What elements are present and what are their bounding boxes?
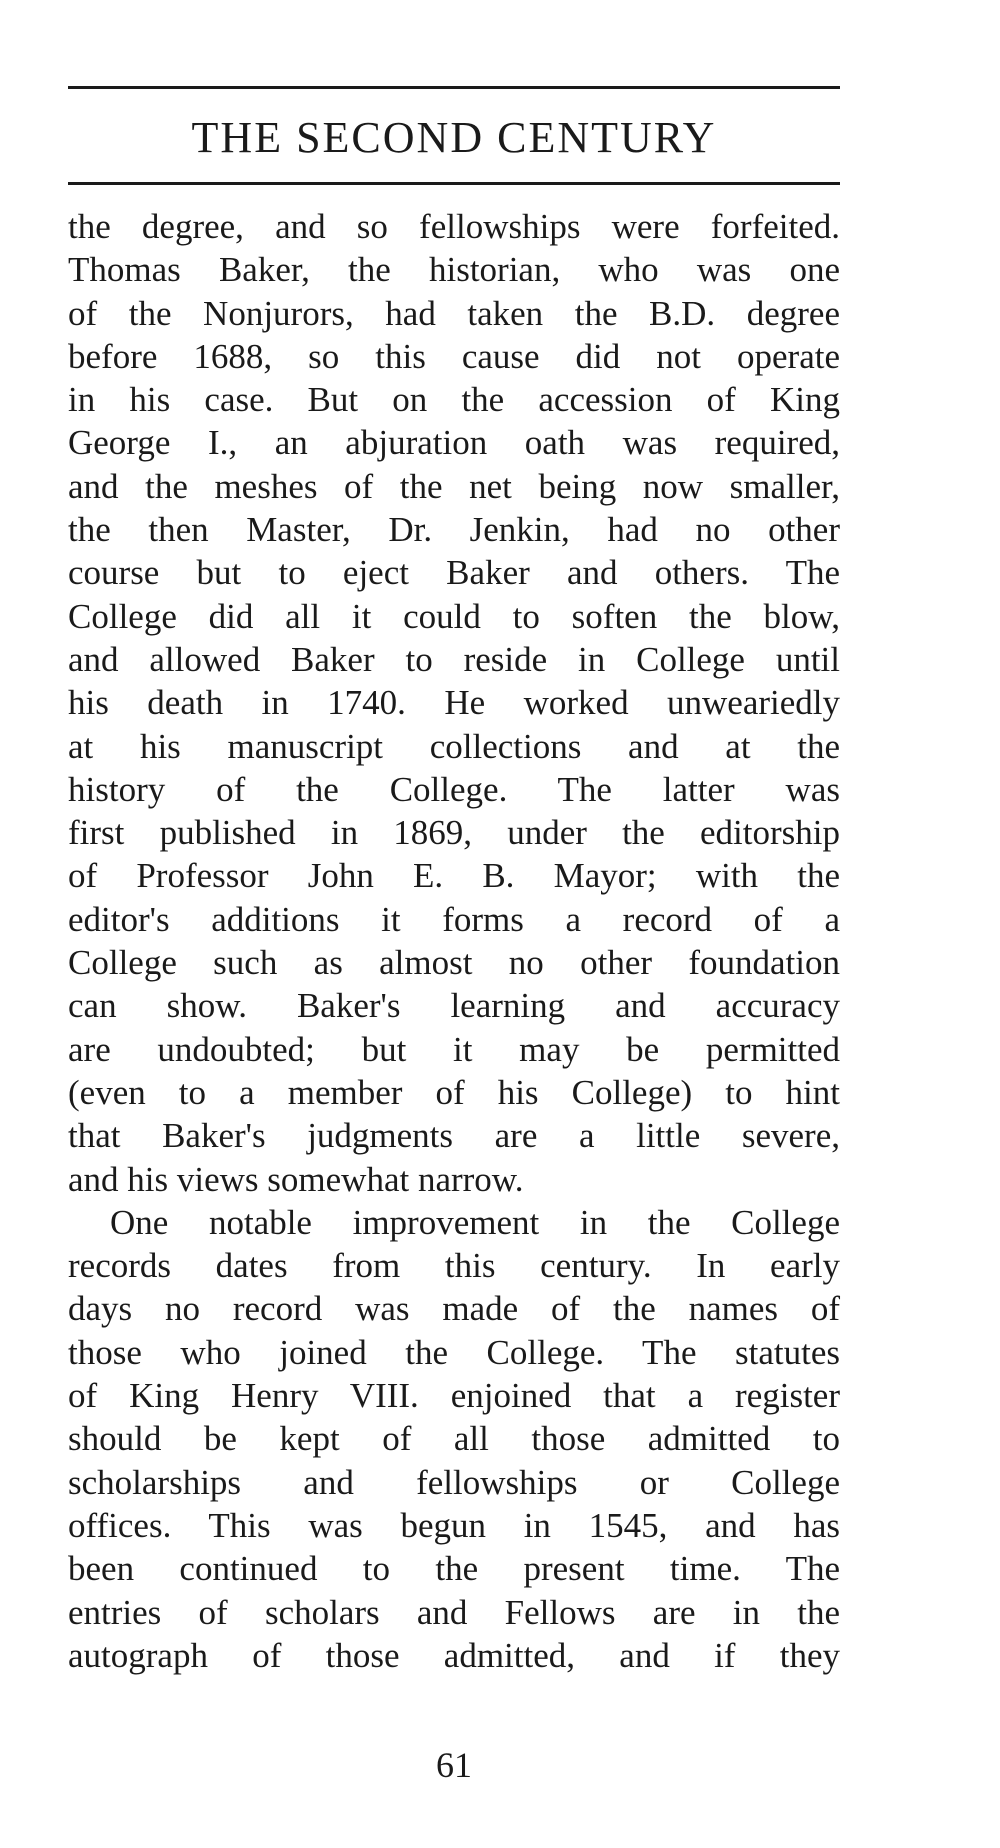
text-line: offices. This was begun in 1545, and has — [68, 1505, 840, 1545]
text-line: been continued to the present time. The — [68, 1549, 840, 1589]
text-line: the then Master, Dr. Jenkin, had no other — [68, 510, 840, 550]
body-text — [68, 205, 840, 1677]
text-line: of Professor John E. B. Mayor; with the — [68, 856, 840, 896]
header-rule-bottom — [68, 182, 840, 185]
text-line: and his views somewhat narrow. — [68, 1159, 524, 1199]
paragraph-2 — [68, 1201, 840, 1677]
text-line: of King Henry VIII. enjoined that a register — [68, 1376, 840, 1416]
text-line: and the meshes of the net being now smaller, — [68, 466, 840, 506]
text-line: are undoubted; but it may be permitted — [68, 1029, 840, 1069]
text-line: at his manuscript collections and at the — [68, 726, 840, 766]
text-line: records dates from this century. In early — [68, 1246, 840, 1286]
text-line: before 1688, so this cause did not operate — [68, 336, 840, 376]
page-number: 61 — [436, 1745, 472, 1785]
paragraph-1 — [68, 205, 840, 1201]
text-line: course but to eject Baker and others. The — [68, 553, 840, 593]
text-line: his death in 1740. He worked unweariedly — [68, 683, 840, 723]
text-line: first published in 1869, under the editorship — [68, 813, 840, 853]
text-line: autograph of those admitted, and if they — [68, 1635, 840, 1675]
text-line: in his case. But on the accession of King — [68, 380, 840, 420]
text-line: editor's additions it forms a record of a — [68, 899, 840, 939]
text-line: scholarships and fellowships or College — [68, 1462, 840, 1502]
text-line: entries of scholars and Fellows are in the — [68, 1592, 840, 1632]
text-line: College such as almost no other foundation — [68, 943, 840, 983]
text-line: should be kept of all those admitted to — [68, 1419, 840, 1459]
text-line: that Baker's judgments are a little severe, — [68, 1116, 840, 1156]
text-line: Thomas Baker, the historian, who was one — [68, 250, 840, 290]
text-line: and allowed Baker to reside in College until — [68, 639, 840, 679]
text-line: College did all it could to soften the blow, — [68, 596, 840, 636]
running-head: THE SECOND CENTURY — [191, 113, 717, 162]
text-line: can show. Baker's learning and accuracy — [68, 986, 840, 1026]
text-line: the degree, and so fellowships were forfeited. — [68, 207, 840, 246]
text-line: days no record was made of the names of — [68, 1289, 840, 1329]
text-line: One notable improvement in the College — [110, 1202, 840, 1242]
text-line: those who joined the College. The statutes — [68, 1332, 840, 1372]
text-line: (even to a member of his College) to hint — [68, 1072, 840, 1112]
text-line: history of the College. The latter was — [68, 769, 840, 809]
text-line: of the Nonjurors, had taken the B.D. degree — [68, 293, 840, 333]
header-rule-top — [68, 86, 840, 89]
text-line: George I., an abjuration oath was required, — [68, 423, 840, 463]
